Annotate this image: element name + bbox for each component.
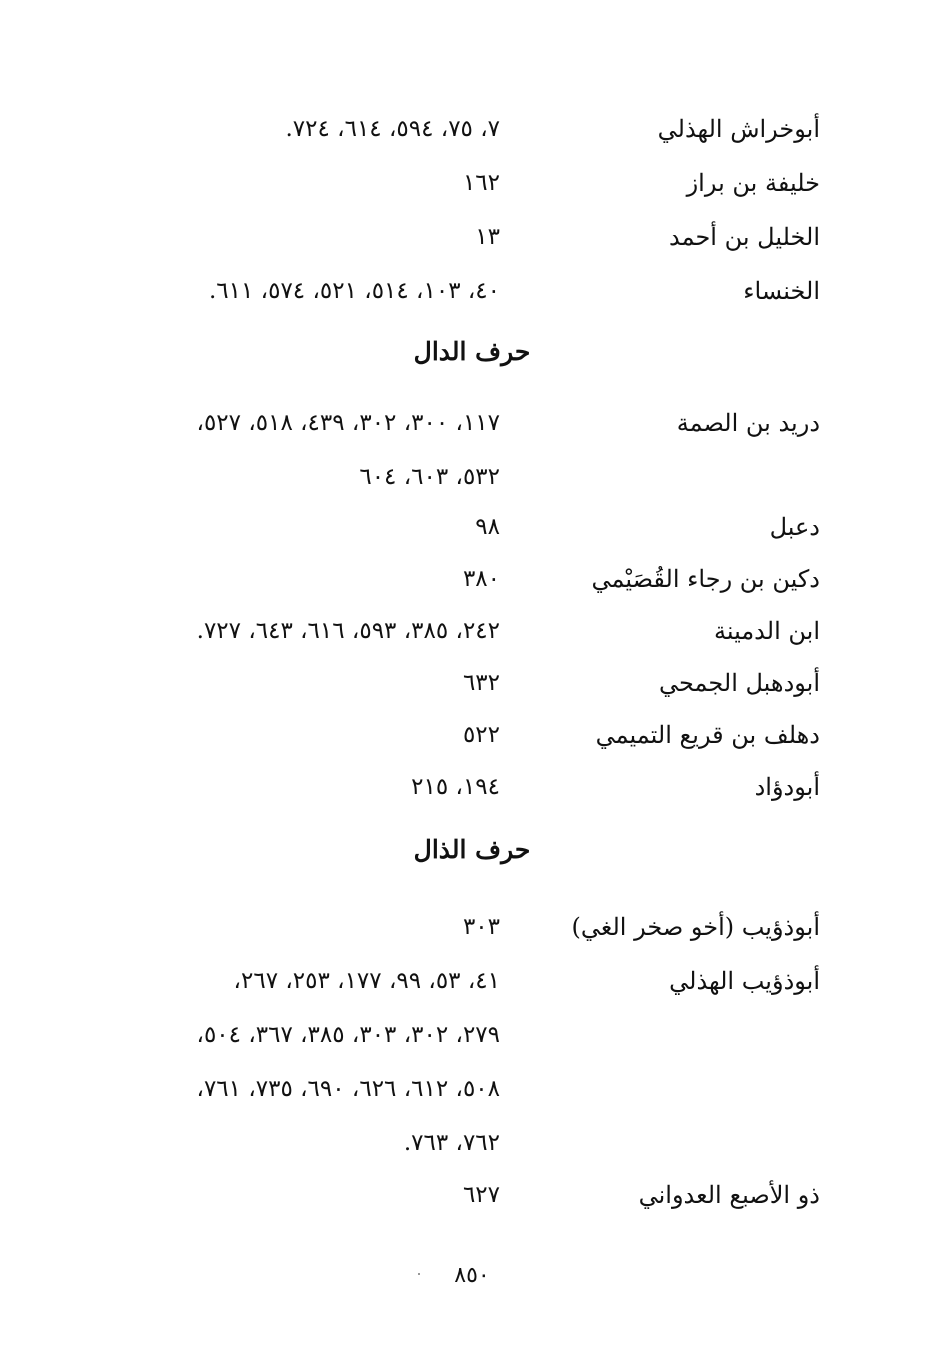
entry-pages (60, 114, 500, 168)
index-entry-khansa (60, 276, 820, 330)
pages-line: ٤٠، ١٠٣، ٥١٤، ٥٢١، ٥٧٤، ٦١١. (208, 278, 500, 304)
section-heading-dhal: حرف الذال (413, 835, 531, 864)
pages-line: ٩٨ (475, 514, 500, 540)
pages-line: ٧، ٧٥، ٥٩٤، ٦١٤، ٧٢٤. (285, 116, 500, 142)
entry-name: دعبل (769, 513, 820, 541)
entry-name: الخليل بن أحمد (668, 223, 820, 251)
entry-pages (60, 966, 500, 1182)
entry-pages (60, 168, 500, 222)
index-entry-ibn-al-dumayna (60, 616, 820, 670)
entry-name: الخنساء (743, 277, 820, 305)
entry-pages (60, 408, 500, 516)
index-entry-dibil (60, 512, 820, 566)
page-number: ٨٥٠ (454, 1263, 490, 1288)
entry-name: ابن الدمينة (713, 617, 820, 645)
pages-line: ٥٣٢، ٦٠٣، ٦٠٤ (359, 464, 500, 490)
pages-line: ٣٠٣ (462, 914, 500, 940)
index-entry-durayd (60, 408, 820, 516)
entry-name: دهلف بن قريع التميمي (595, 721, 820, 749)
pages-line: ١٦٢ (462, 170, 500, 196)
pages-line: ٢٧٩، ٣٠٢، ٣٠٣، ٣٨٥، ٣٦٧، ٥٠٤، (196, 1022, 500, 1048)
entry-pages (60, 222, 500, 276)
index-entry-khalifa (60, 168, 820, 222)
entry-name: ذو الأصبع العدواني (638, 1181, 820, 1209)
pages-line: ١٩٤، ٢١٥ (411, 774, 500, 800)
entry-pages (60, 616, 500, 670)
pages-line: ٢٤٢، ٣٨٥، ٥٩٣، ٦١٦، ٦٤٣، ٧٢٧. (196, 618, 500, 644)
entry-pages (60, 720, 500, 774)
entry-name: أبودهبل الجمحي (659, 669, 820, 697)
entry-name: دكين بن رجاء القُصَيْمي (591, 565, 820, 593)
entry-pages (60, 772, 500, 826)
entry-pages (60, 1180, 500, 1234)
index-entry-khalil (60, 222, 820, 276)
index-entry-abu-dhuayb-brother (60, 912, 820, 966)
entry-name: أبوخراش الهذلي (657, 115, 820, 143)
entry-name: دريد بن الصمة (676, 409, 820, 437)
index-entry-abu-dahbal (60, 668, 820, 722)
entry-name: أبودؤاد (754, 773, 820, 801)
scan-speck (418, 1273, 420, 1275)
pages-line: ٦٣٢ (462, 670, 500, 696)
index-entry-dukayn (60, 564, 820, 618)
pages-line: ١١٧، ٣٠٠، ٣٠٢، ٤٣٩، ٥١٨، ٥٢٧، (196, 410, 500, 436)
index-entry-dhu-al-isba (60, 1180, 820, 1234)
entry-pages (60, 512, 500, 566)
pages-line: ٤١، ٥٣، ٩٩، ١٧٧، ٢٥٣، ٢٦٧، (233, 968, 500, 994)
entry-name: خليفة بن براز (686, 169, 820, 197)
entry-pages (60, 668, 500, 722)
index-entry-abu-khirash (60, 114, 820, 168)
section-heading-dal: حرف الدال (413, 337, 531, 366)
index-entry-abu-dhuayb-hudhali (60, 966, 820, 1182)
entry-name: أبوذؤيب (أخو صخر الغي) (571, 913, 820, 941)
index-entry-abu-duad (60, 772, 820, 826)
pages-line: ٥٢٢ (462, 722, 500, 748)
entry-pages (60, 912, 500, 966)
pages-line: ٥٠٨، ٦١٢، ٦٢٦، ٦٩٠، ٧٣٥، ٧٦١، (196, 1076, 500, 1102)
pages-line: ٧٦٢، ٧٦٣. (403, 1130, 500, 1156)
entry-name: أبوذؤيب الهذلي (669, 967, 820, 995)
entry-pages (60, 564, 500, 618)
index-entry-dahlaf (60, 720, 820, 774)
entry-pages (60, 276, 500, 330)
pages-line: ١٣ (475, 224, 500, 250)
pages-line: ٦٢٧ (462, 1182, 500, 1208)
pages-line: ٣٨٠ (462, 566, 500, 592)
